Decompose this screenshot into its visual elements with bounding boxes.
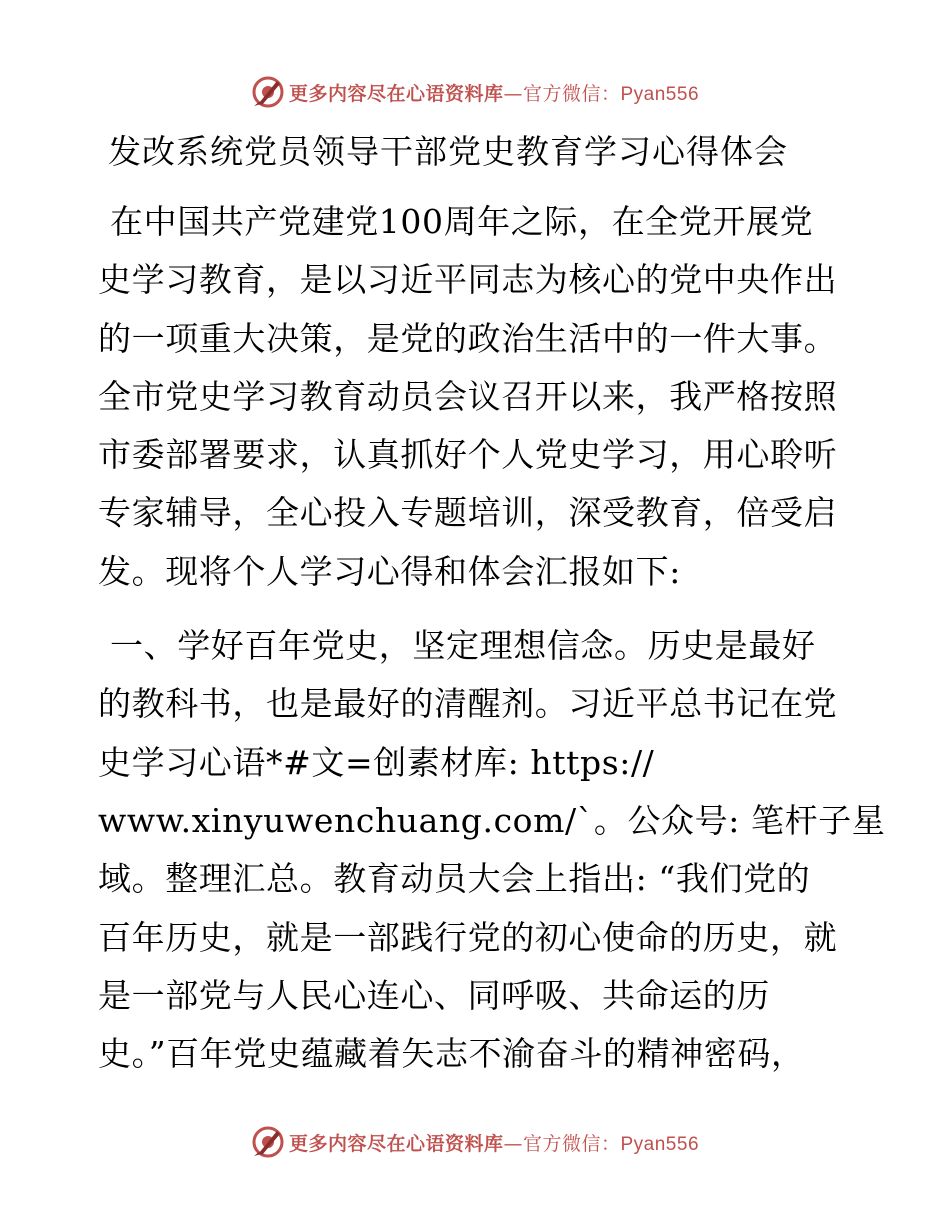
paragraph-line: 史。”百年党史蕴藏着矢志不渝奋斗的精神密码， (98, 1034, 805, 1074)
banner-wechat-label: 官方微信： (522, 82, 621, 105)
paragraph-line: 发。现将个人学习心得和体会汇报如下: (98, 551, 681, 591)
document-title: 发改系统党员领导干部党史教育学习心得体会 (108, 132, 788, 171)
paragraph-line: 市委部署要求，认真抓好个人党史学习，用心聆听 (98, 435, 838, 475)
paragraph-line: 是一部党与人民心连心、同呼吸、共命运的历 (98, 975, 770, 1015)
paragraph-line: 域。整理汇总。教育动员大会上指出: “我们党的 (98, 859, 811, 899)
paragraph-line: 的一项重大决策，是党的政治生活中的一件大事。 (98, 318, 838, 358)
paragraph-line: www.xinyuwenchuang.com/`。公众号: 笔杆子星 (98, 800, 886, 840)
banner-wechat-id: Pyan556 (620, 1133, 700, 1155)
document-body (98, 122, 886, 1083)
paragraph-1 (98, 193, 858, 601)
banner-text (289, 1129, 699, 1156)
banner-main-text: 更多内容尽在心语资料库 (288, 1132, 504, 1155)
paragraph-line: 百年历史，就是一部践行党的初心使命的历史，就 (98, 917, 838, 957)
banner-dash: — (503, 82, 523, 105)
paragraph-line: 专家辅导，全心投入专题培训，深受教育，倍受启 (98, 493, 838, 533)
header-watermark-banner (0, 72, 950, 112)
banner-wechat-id: Pyan556 (620, 83, 700, 105)
paragraph-line: 的教科书，也是最好的清醒剂。习近平总书记在党 (98, 684, 838, 724)
paragraph-line: 史学习教育，是以习近平同志为核心的党中央作出 (98, 260, 838, 300)
paragraph-line: 全市党史学习教育动员会议召开以来，我严格按照 (98, 376, 838, 416)
quill-seal-logo-icon (251, 75, 285, 109)
banner-text (289, 79, 699, 106)
paragraph-line: 在中国共产党建党100周年之际，在全党开展党 (110, 202, 814, 241)
quill-seal-logo-icon (251, 1125, 285, 1159)
banner-wechat-label: 官方微信： (522, 1132, 621, 1155)
footer-watermark-banner (0, 1122, 950, 1162)
paragraph-line: 一、学好百年党史，坚定理想信念。历史是最好 (110, 626, 816, 666)
banner-dash: — (503, 1132, 523, 1155)
banner-main-text: 更多内容尽在心语资料库 (288, 82, 504, 105)
paragraph-2 (98, 617, 886, 1083)
paragraph-line: 史学习心语*#文=创素材库: https:// (98, 742, 655, 782)
